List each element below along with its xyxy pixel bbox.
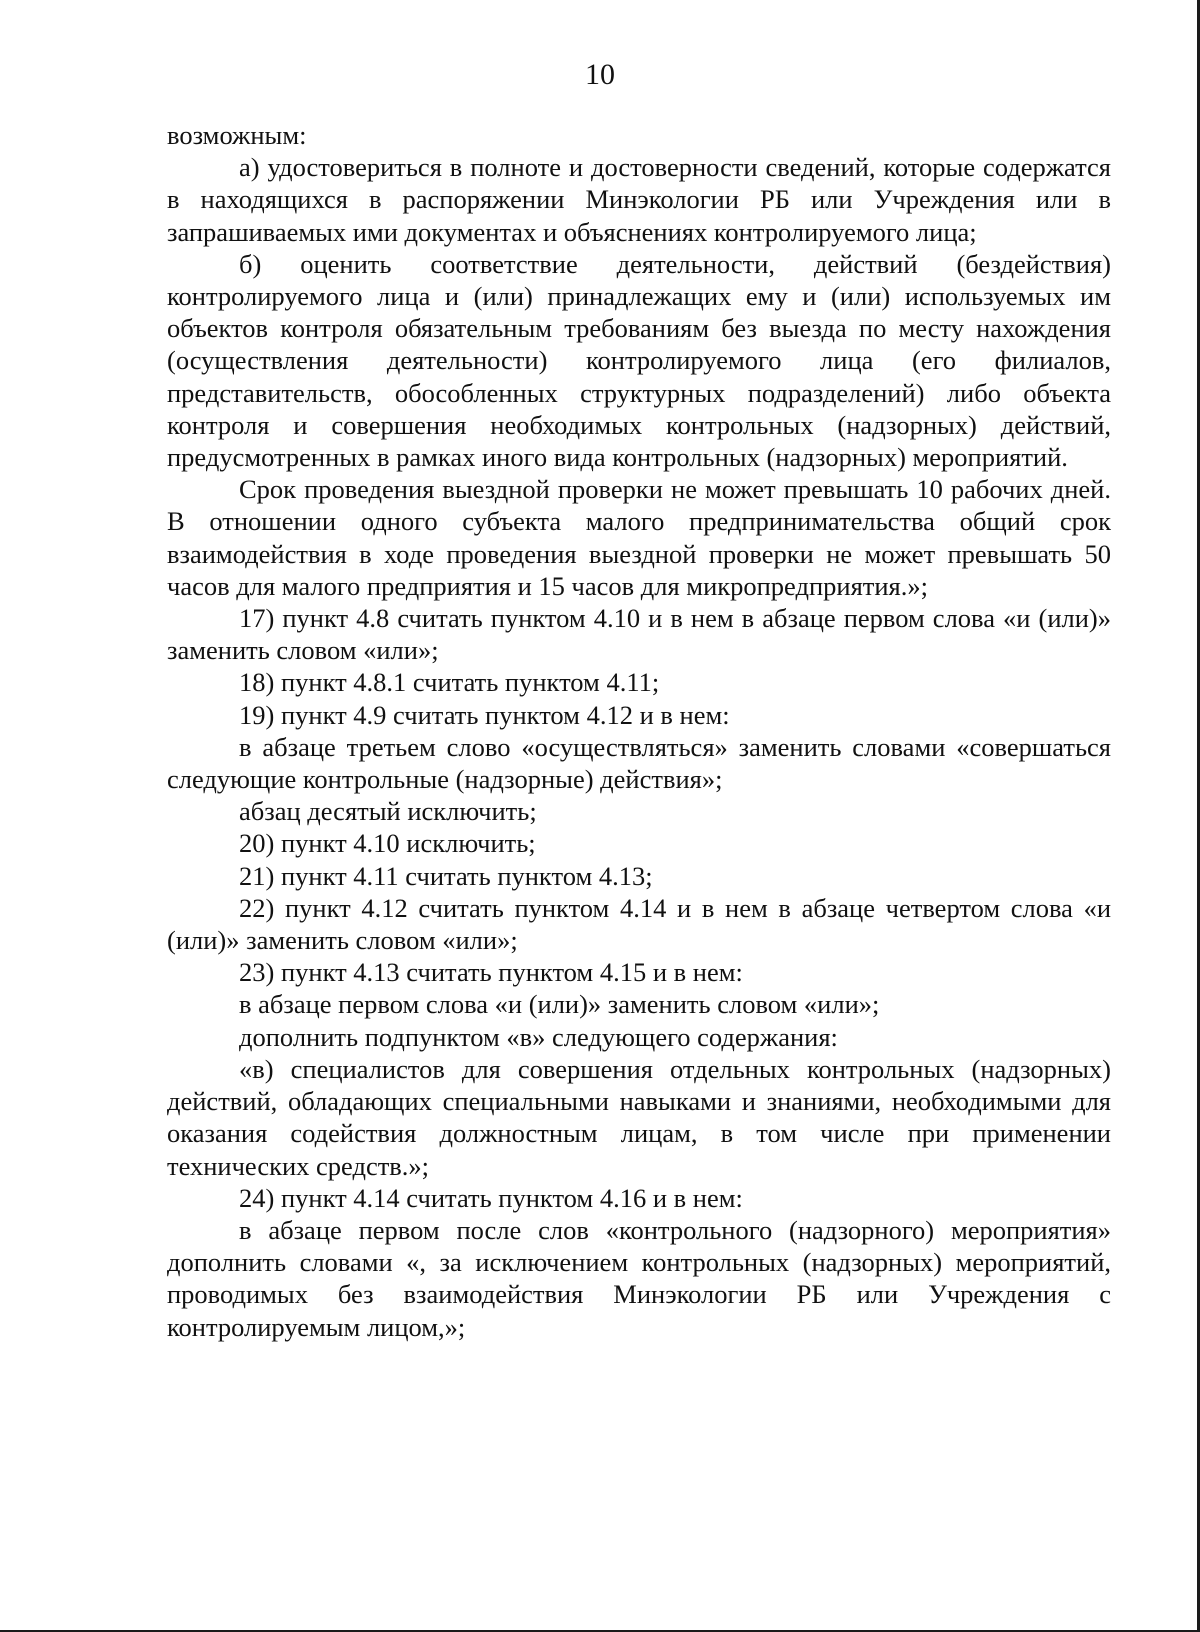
paragraph-item-24: 24) пункт 4.14 считать пунктом 4.16 и в нем: — [239, 1182, 743, 1213]
document-body — [167, 119, 1111, 1343]
paragraph-item-23-sub-2: дополнить подпунктом «в» следующего содержания: — [239, 1021, 838, 1052]
paragraph-item-19-sub-2: абзац десятый исключить; — [239, 796, 537, 827]
paragraph-item-23-sub-1: в абзаце первом слова «и (или)» заменить словом «или»; — [239, 989, 880, 1020]
paragraph-item-20: 20) пункт 4.10 исключить; — [239, 828, 536, 859]
paragraph-continuation: возможным: — [167, 120, 307, 150]
paragraph-item-a: а) удостовериться в полноте и достоверности сведений, которые содержатся в находящихся в распоряжении Минэкологии РБ или Учреждения или в запрашиваемых ими документах и объяснениях контролируемого лица; — [167, 152, 1111, 247]
paragraph-item-19-sub-1: в абзаце третьем слово «осуществляться» заменить словами «совершаться следующие контрольные (надзорные) действия»; — [167, 731, 1111, 795]
page-number: 10 — [585, 58, 615, 91]
paragraph-item-b: б) оценить соответствие деятельности, действий (бездействия) контролируемого лица и (или) принадлежащих ему и (или) используемых им объектов контроля обязательным требованиям без выезда по месту нахождения (осуществления деятельности) контролируемого лица (его филиалов, представительств, обособленных структурных подразделений) либо объекта контроля и совершения необходимых контрольных (надзорных) действий, предусмотренных в рамках иного вида контрольных (надзорных) мероприятий. — [167, 248, 1111, 473]
paragraph-item-17: 17) пункт 4.8 считать пунктом 4.10 и в нем в абзаце первом слова «и (или)» заменить словом «или»; — [167, 603, 1111, 666]
paragraph-item-18: 18) пункт 4.8.1 считать пунктом 4.11; — [239, 667, 660, 698]
paragraph-inspection-term: Срок проведения выездной проверки не может превышать 10 рабочих дней. В отношении одного субъекта малого предпринимательства общий срок взаимодействия в ходе проведения выездной проверки не может превышать 50 часов для малого предприятия и 15 часов для микропредприятия.»; — [167, 474, 1111, 601]
paragraph-item-22: 22) пункт 4.12 считать пунктом 4.14 и в нем в абзаце четвертом слова «и (или)» заменить словом «или»; — [167, 892, 1111, 956]
paragraph-item-23-sub-v: «в) специалистов для совершения отдельных контрольных (надзорных) действий, обладающих специальными навыками и знаниями, необходимыми для оказания содействия должностным лицам, в том числе при применении технических средств.»; — [167, 1053, 1111, 1181]
paragraph-item-19: 19) пункт 4.9 считать пунктом 4.12 и в нем: — [239, 699, 730, 730]
paragraph-item-21: 21) пункт 4.11 считать пунктом 4.13; — [239, 860, 653, 891]
paragraph-item-24-sub-1: в абзаце первом после слов «контрольного (надзорного) мероприятия» дополнить словами «, за исключением контрольных (надзорных) мероприятий, проводимых без взаимодействия Минэкологии РБ или Учреждения с контролируемым лицом,»; — [167, 1214, 1111, 1342]
paragraph-item-23: 23) пункт 4.13 считать пунктом 4.15 и в нем: — [239, 957, 743, 988]
